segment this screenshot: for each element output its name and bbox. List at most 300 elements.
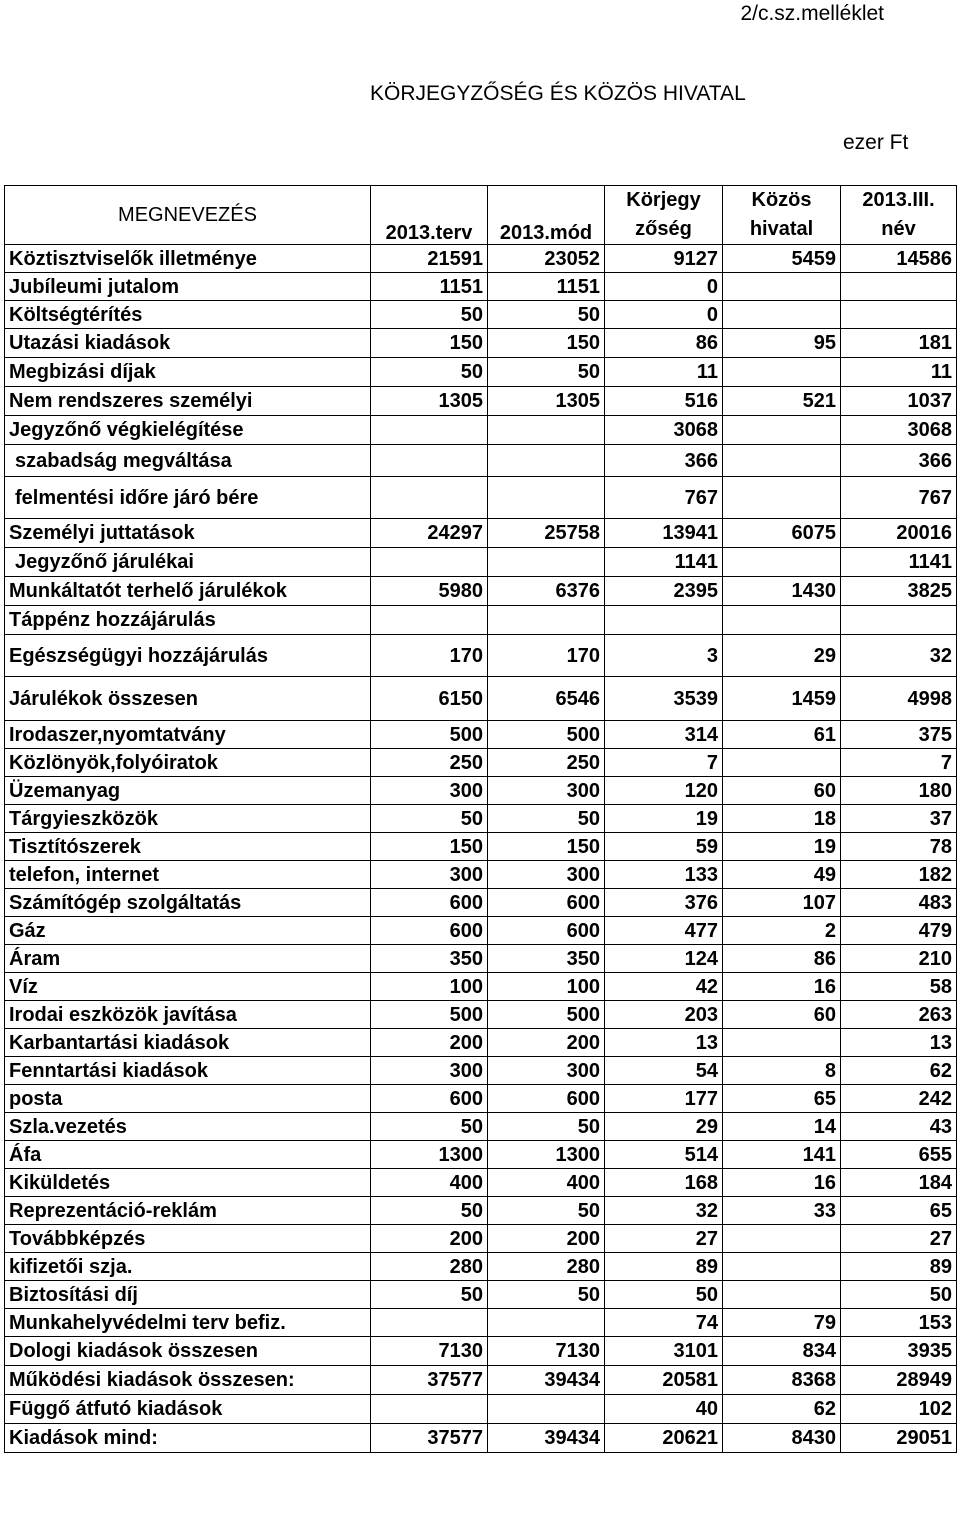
- table-body: [5, 245, 957, 1453]
- cell-office: 60: [723, 777, 841, 805]
- cell-office: 107: [723, 889, 841, 917]
- cell-mod: 250: [488, 749, 605, 777]
- cell-mod: 600: [488, 1085, 605, 1113]
- table-row: [5, 1085, 957, 1113]
- row-label: kifizetői szja.: [5, 1253, 371, 1281]
- table-row: [5, 861, 957, 889]
- cell-office: 79: [723, 1309, 841, 1337]
- cell-mod: [488, 445, 605, 477]
- row-label: Karbantartási kiadások: [5, 1029, 371, 1057]
- cell-notary: 0: [605, 273, 723, 301]
- row-label: Közlönyök,folyóiratok: [5, 749, 371, 777]
- cell-plan: 200: [371, 1029, 488, 1057]
- cell-office: 8430: [723, 1424, 841, 1453]
- cell-office: [723, 1281, 841, 1309]
- cell-office: 2: [723, 917, 841, 945]
- table-row: [5, 1395, 957, 1424]
- table-row: [5, 917, 957, 945]
- row-label: Egészségügyi hozzájárulás: [5, 635, 371, 677]
- cell-notary: [605, 606, 723, 635]
- cell-notary: 59: [605, 833, 723, 861]
- unit-label: ezer Ft: [843, 131, 909, 154]
- table-row: [5, 1281, 957, 1309]
- cell-office: 8: [723, 1057, 841, 1085]
- table-row: [5, 1424, 957, 1453]
- cell-mod: 200: [488, 1225, 605, 1253]
- table-row: [5, 301, 957, 329]
- cell-notary: 32: [605, 1197, 723, 1225]
- cell-notary: 767: [605, 477, 723, 519]
- row-label: Tisztítószerek: [5, 833, 371, 861]
- cell-q3: 210: [841, 945, 957, 973]
- table-row: [5, 1029, 957, 1057]
- cell-office: 834: [723, 1337, 841, 1366]
- cell-mod: 7130: [488, 1337, 605, 1366]
- cell-office: [723, 1225, 841, 1253]
- table-row: [5, 1057, 957, 1085]
- row-label: Jubíleumi jutalom: [5, 273, 371, 301]
- header-office-line2: hivatal: [749, 218, 814, 240]
- annex-label: 2/c.sz.melléklet: [740, 2, 884, 25]
- row-label: Áram: [5, 945, 371, 973]
- cell-q3: 181: [841, 329, 957, 358]
- cell-office: 16: [723, 973, 841, 1001]
- header-office: [723, 186, 841, 245]
- cell-mod: 50: [488, 1113, 605, 1141]
- cell-mod: 39434: [488, 1366, 605, 1395]
- page-title: KÖRJEGYZŐSÉG ÉS KÖZÖS HIVATAL: [370, 82, 746, 105]
- table-row: [5, 777, 957, 805]
- cell-q3: 13: [841, 1029, 957, 1057]
- cell-q3: 65: [841, 1197, 957, 1225]
- cell-q3: 58: [841, 973, 957, 1001]
- cell-office: [723, 548, 841, 577]
- table-row: [5, 548, 957, 577]
- cell-mod: 600: [488, 917, 605, 945]
- cell-plan: [371, 606, 488, 635]
- cell-mod: 350: [488, 945, 605, 973]
- cell-mod: 400: [488, 1169, 605, 1197]
- cell-plan: 37577: [371, 1424, 488, 1453]
- row-label: Irodaszer,nyomtatvány: [5, 721, 371, 749]
- cell-mod: 25758: [488, 519, 605, 548]
- cell-plan: 500: [371, 1001, 488, 1029]
- cell-q3: 242: [841, 1085, 957, 1113]
- row-label: Köztisztviselők illetménye: [5, 245, 371, 273]
- table-row: [5, 833, 957, 861]
- cell-plan: [371, 416, 488, 445]
- cell-plan: 50: [371, 805, 488, 833]
- cell-office: 8368: [723, 1366, 841, 1395]
- table-row: [5, 577, 957, 606]
- row-label: Munkáltatót terhelő járulékok: [5, 577, 371, 606]
- cell-notary: 2395: [605, 577, 723, 606]
- row-label: szabadság megváltása: [5, 445, 371, 477]
- cell-notary: 203: [605, 1001, 723, 1029]
- cell-notary: 168: [605, 1169, 723, 1197]
- cell-office: 49: [723, 861, 841, 889]
- cell-mod: 170: [488, 635, 605, 677]
- cell-mod: 50: [488, 805, 605, 833]
- cell-plan: 600: [371, 1085, 488, 1113]
- cell-notary: 124: [605, 945, 723, 973]
- cell-q3: 184: [841, 1169, 957, 1197]
- cell-mod: [488, 606, 605, 635]
- row-label: Utazási kiadások: [5, 329, 371, 358]
- cell-mod: 6546: [488, 677, 605, 721]
- header-mod: 2013.mód: [488, 186, 605, 245]
- cell-mod: [488, 477, 605, 519]
- header-name: MEGNEVEZÉS: [5, 186, 371, 245]
- table-row: [5, 677, 957, 721]
- cell-office: 61: [723, 721, 841, 749]
- row-label: Gáz: [5, 917, 371, 945]
- row-label: Számítógép szolgáltatás: [5, 889, 371, 917]
- cell-q3: [841, 301, 957, 329]
- cell-q3: 27: [841, 1225, 957, 1253]
- cell-q3: 102: [841, 1395, 957, 1424]
- row-label: Megbizási díjak: [5, 358, 371, 387]
- cell-mod: 600: [488, 889, 605, 917]
- cell-mod: 1305: [488, 387, 605, 416]
- cell-plan: 150: [371, 329, 488, 358]
- cell-notary: 89: [605, 1253, 723, 1281]
- cell-q3: 263: [841, 1001, 957, 1029]
- cell-mod: 23052: [488, 245, 605, 273]
- cell-plan: 7130: [371, 1337, 488, 1366]
- cell-notary: 366: [605, 445, 723, 477]
- cell-mod: [488, 416, 605, 445]
- cell-plan: 50: [371, 358, 488, 387]
- cell-plan: [371, 445, 488, 477]
- row-label: Költségtérítés: [5, 301, 371, 329]
- cell-mod: [488, 548, 605, 577]
- budget-table: [4, 185, 957, 1453]
- table-row: [5, 1253, 957, 1281]
- cell-notary: 29: [605, 1113, 723, 1141]
- table-row: [5, 245, 957, 273]
- row-label: Függő átfutó kiadások: [5, 1395, 371, 1424]
- cell-plan: 5980: [371, 577, 488, 606]
- cell-mod: 300: [488, 1057, 605, 1085]
- cell-q3: 1141: [841, 548, 957, 577]
- cell-notary: 477: [605, 917, 723, 945]
- cell-notary: 40: [605, 1395, 723, 1424]
- row-label: Reprezentáció-reklám: [5, 1197, 371, 1225]
- cell-plan: 6150: [371, 677, 488, 721]
- cell-office: 141: [723, 1141, 841, 1169]
- cell-plan: 300: [371, 777, 488, 805]
- row-label: Víz: [5, 973, 371, 1001]
- cell-notary: 3101: [605, 1337, 723, 1366]
- cell-plan: 350: [371, 945, 488, 973]
- cell-mod: 100: [488, 973, 605, 1001]
- table-row: [5, 477, 957, 519]
- cell-office: 86: [723, 945, 841, 973]
- cell-plan: 300: [371, 1057, 488, 1085]
- row-label: Személyi juttatások: [5, 519, 371, 548]
- cell-plan: 600: [371, 917, 488, 945]
- cell-notary: 0: [605, 301, 723, 329]
- row-label: Továbbképzés: [5, 1225, 371, 1253]
- cell-q3: [841, 273, 957, 301]
- cell-q3: 29051: [841, 1424, 957, 1453]
- table-row: [5, 889, 957, 917]
- cell-notary: 42: [605, 973, 723, 1001]
- table-row: [5, 1309, 957, 1337]
- cell-notary: 514: [605, 1141, 723, 1169]
- cell-plan: [371, 1395, 488, 1424]
- cell-q3: 37: [841, 805, 957, 833]
- table-row: [5, 1337, 957, 1366]
- cell-office: 62: [723, 1395, 841, 1424]
- cell-q3: 767: [841, 477, 957, 519]
- cell-office: [723, 477, 841, 519]
- cell-mod: 50: [488, 301, 605, 329]
- cell-q3: 11: [841, 358, 957, 387]
- cell-plan: 170: [371, 635, 488, 677]
- table-row: [5, 387, 957, 416]
- cell-notary: 314: [605, 721, 723, 749]
- header-plan: 2013.terv: [371, 186, 488, 245]
- cell-notary: 19: [605, 805, 723, 833]
- header-notary: [605, 186, 723, 245]
- row-label: Kiadások mind:: [5, 1424, 371, 1453]
- table-row: [5, 721, 957, 749]
- cell-plan: [371, 477, 488, 519]
- cell-notary: 376: [605, 889, 723, 917]
- cell-q3: 4998: [841, 677, 957, 721]
- cell-notary: 20581: [605, 1366, 723, 1395]
- row-label: felmentési időre járó bére: [5, 477, 371, 519]
- cell-q3: [841, 606, 957, 635]
- cell-mod: 150: [488, 833, 605, 861]
- row-label: Nem rendszeres személyi: [5, 387, 371, 416]
- cell-office: [723, 749, 841, 777]
- cell-office: 6075: [723, 519, 841, 548]
- cell-plan: [371, 548, 488, 577]
- row-label: telefon, internet: [5, 861, 371, 889]
- table-row: [5, 1197, 957, 1225]
- cell-office: 1459: [723, 677, 841, 721]
- row-label: Szla.vezetés: [5, 1113, 371, 1141]
- cell-mod: 50: [488, 358, 605, 387]
- row-label: Táppénz hozzájárulás: [5, 606, 371, 635]
- table-row: [5, 1141, 957, 1169]
- cell-plan: 300: [371, 861, 488, 889]
- cell-mod: 500: [488, 721, 605, 749]
- cell-notary: 516: [605, 387, 723, 416]
- header-q3: [841, 186, 957, 245]
- cell-q3: 479: [841, 917, 957, 945]
- row-label: Kiküldetés: [5, 1169, 371, 1197]
- table-row: [5, 945, 957, 973]
- cell-mod: 1300: [488, 1141, 605, 1169]
- cell-q3: 375: [841, 721, 957, 749]
- header-office-line1: Közös: [751, 189, 812, 211]
- cell-mod: 1151: [488, 273, 605, 301]
- cell-office: [723, 301, 841, 329]
- cell-notary: 9127: [605, 245, 723, 273]
- cell-q3: 78: [841, 833, 957, 861]
- cell-notary: 3068: [605, 416, 723, 445]
- row-label: Fenntartási kiadások: [5, 1057, 371, 1085]
- cell-office: [723, 1253, 841, 1281]
- cell-notary: 27: [605, 1225, 723, 1253]
- header-notary-line1: Körjegy: [626, 189, 701, 211]
- cell-office: [723, 1029, 841, 1057]
- header-notary-line2: zőség: [635, 218, 692, 240]
- table-row: [5, 805, 957, 833]
- cell-notary: 74: [605, 1309, 723, 1337]
- cell-q3: 655: [841, 1141, 957, 1169]
- cell-plan: 100: [371, 973, 488, 1001]
- cell-mod: 280: [488, 1253, 605, 1281]
- cell-q3: 3825: [841, 577, 957, 606]
- cell-office: 5459: [723, 245, 841, 273]
- table-row: [5, 1113, 957, 1141]
- cell-q3: 43: [841, 1113, 957, 1141]
- cell-q3: 28949: [841, 1366, 957, 1395]
- row-label: Jegyzőnő végkielégítése: [5, 416, 371, 445]
- cell-office: [723, 358, 841, 387]
- cell-office: [723, 606, 841, 635]
- cell-notary: 13941: [605, 519, 723, 548]
- cell-plan: 37577: [371, 1366, 488, 1395]
- cell-office: [723, 273, 841, 301]
- cell-notary: 133: [605, 861, 723, 889]
- cell-q3: 32: [841, 635, 957, 677]
- row-label: Járulékok összesen: [5, 677, 371, 721]
- cell-office: 29: [723, 635, 841, 677]
- table-row: [5, 606, 957, 635]
- cell-mod: 50: [488, 1281, 605, 1309]
- cell-mod: 200: [488, 1029, 605, 1057]
- cell-office: 60: [723, 1001, 841, 1029]
- cell-plan: 150: [371, 833, 488, 861]
- cell-plan: 24297: [371, 519, 488, 548]
- cell-mod: 150: [488, 329, 605, 358]
- cell-q3: 483: [841, 889, 957, 917]
- cell-mod: 300: [488, 777, 605, 805]
- cell-q3: 62: [841, 1057, 957, 1085]
- cell-plan: 400: [371, 1169, 488, 1197]
- cell-notary: 1141: [605, 548, 723, 577]
- cell-office: 521: [723, 387, 841, 416]
- table-row: [5, 358, 957, 387]
- cell-q3: 20016: [841, 519, 957, 548]
- cell-office: 18: [723, 805, 841, 833]
- table-row: [5, 329, 957, 358]
- cell-notary: 54: [605, 1057, 723, 1085]
- cell-plan: 500: [371, 721, 488, 749]
- cell-notary: 7: [605, 749, 723, 777]
- header-q3-line2: név: [881, 218, 916, 240]
- row-label: Működési kiadások összesen:: [5, 1366, 371, 1395]
- cell-plan: 50: [371, 1281, 488, 1309]
- cell-q3: 14586: [841, 245, 957, 273]
- table-row: [5, 1225, 957, 1253]
- cell-q3: 3935: [841, 1337, 957, 1366]
- cell-notary: 120: [605, 777, 723, 805]
- cell-plan: 50: [371, 301, 488, 329]
- table-row: [5, 445, 957, 477]
- table-row: [5, 1366, 957, 1395]
- cell-office: 19: [723, 833, 841, 861]
- cell-office: 65: [723, 1085, 841, 1113]
- cell-office: 95: [723, 329, 841, 358]
- cell-notary: 13: [605, 1029, 723, 1057]
- cell-q3: 3068: [841, 416, 957, 445]
- row-label: Áfa: [5, 1141, 371, 1169]
- row-label: Biztosítási díj: [5, 1281, 371, 1309]
- cell-mod: [488, 1309, 605, 1337]
- row-label: Munkahelyvédelmi terv befiz.: [5, 1309, 371, 1337]
- header-q3-line1: 2013.III.: [862, 189, 935, 211]
- table-row: [5, 749, 957, 777]
- cell-office: [723, 445, 841, 477]
- table-row: [5, 273, 957, 301]
- cell-mod: 300: [488, 861, 605, 889]
- cell-q3: 50: [841, 1281, 957, 1309]
- cell-plan: 21591: [371, 245, 488, 273]
- row-label: posta: [5, 1085, 371, 1113]
- row-label: Üzemanyag: [5, 777, 371, 805]
- cell-mod: [488, 1395, 605, 1424]
- cell-notary: 86: [605, 329, 723, 358]
- row-label: Jegyzőnő járulékai: [5, 548, 371, 577]
- cell-plan: 1300: [371, 1141, 488, 1169]
- cell-office: 14: [723, 1113, 841, 1141]
- table-row: [5, 973, 957, 1001]
- cell-office: 16: [723, 1169, 841, 1197]
- cell-notary: 3539: [605, 677, 723, 721]
- cell-plan: 1151: [371, 273, 488, 301]
- cell-plan: 50: [371, 1113, 488, 1141]
- cell-notary: 11: [605, 358, 723, 387]
- cell-mod: 500: [488, 1001, 605, 1029]
- cell-notary: 177: [605, 1085, 723, 1113]
- cell-office: 1430: [723, 577, 841, 606]
- cell-q3: 366: [841, 445, 957, 477]
- cell-plan: [371, 1309, 488, 1337]
- table-row: [5, 1001, 957, 1029]
- cell-plan: 50: [371, 1197, 488, 1225]
- cell-q3: 182: [841, 861, 957, 889]
- cell-q3: 1037: [841, 387, 957, 416]
- cell-plan: 280: [371, 1253, 488, 1281]
- cell-notary: 20621: [605, 1424, 723, 1453]
- cell-mod: 6376: [488, 577, 605, 606]
- cell-q3: 153: [841, 1309, 957, 1337]
- cell-plan: 250: [371, 749, 488, 777]
- cell-notary: 3: [605, 635, 723, 677]
- cell-notary: 50: [605, 1281, 723, 1309]
- cell-q3: 180: [841, 777, 957, 805]
- table-row: [5, 1169, 957, 1197]
- cell-office: 33: [723, 1197, 841, 1225]
- table-row: [5, 519, 957, 548]
- cell-office: [723, 416, 841, 445]
- cell-q3: 89: [841, 1253, 957, 1281]
- cell-mod: 39434: [488, 1424, 605, 1453]
- table-header: [5, 186, 957, 245]
- row-label: Tárgyieszközök: [5, 805, 371, 833]
- row-label: Irodai eszközök javítása: [5, 1001, 371, 1029]
- table-row: [5, 416, 957, 445]
- cell-plan: 200: [371, 1225, 488, 1253]
- table-row: [5, 635, 957, 677]
